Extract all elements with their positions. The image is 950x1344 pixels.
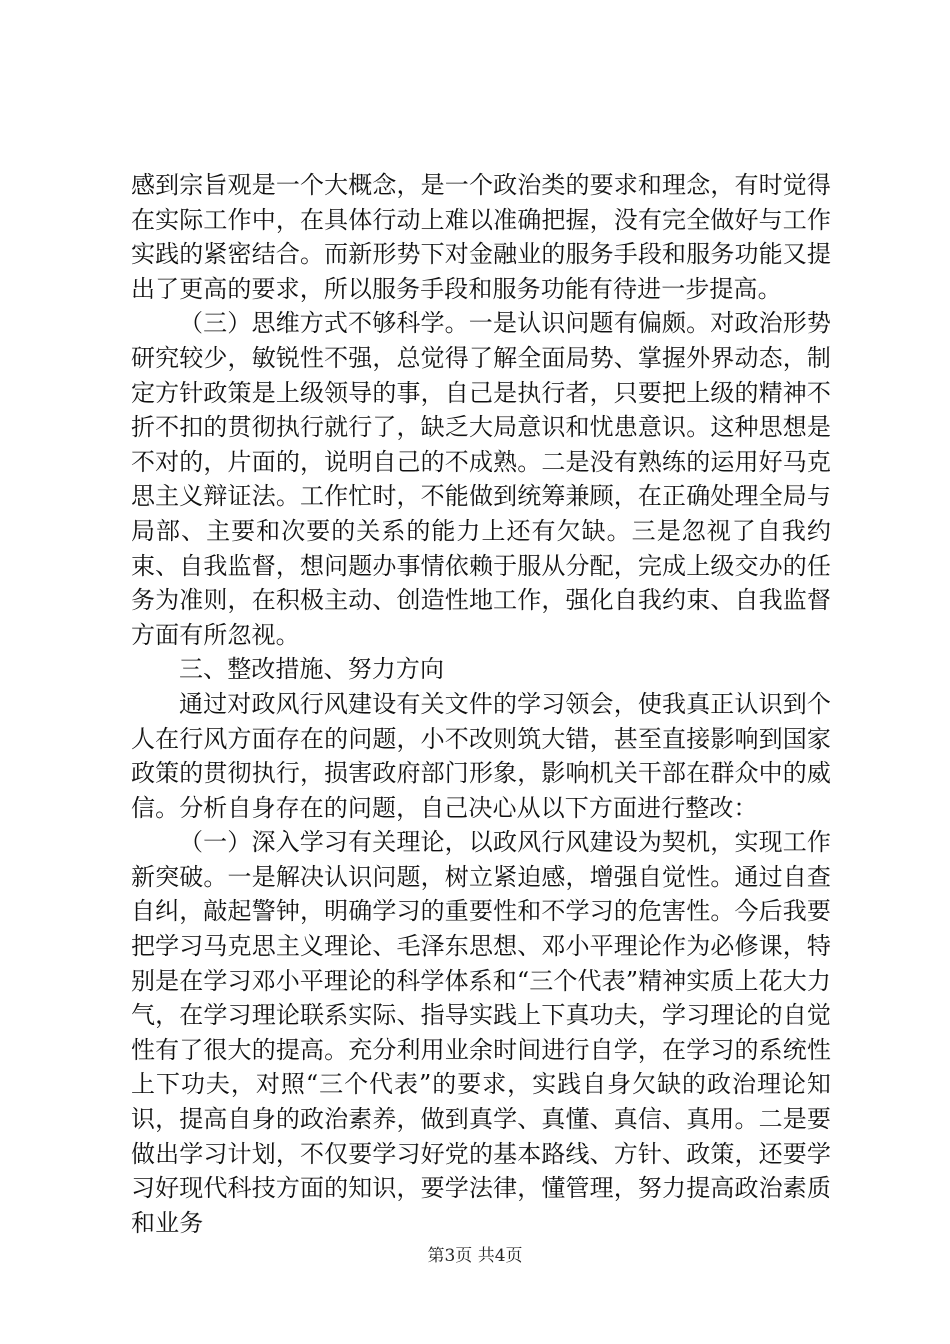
paragraph-thinking-method: （三）思维方式不够科学。一是认识问题有偏颇。对政治形势研究较少，敏锐性不强，总觉得了解全面局势、掌握外界动态，制定方针政策是上级领导的事，自己是执行者，只要把上级的精神不折不扣的贯彻执行就行了，缺乏大局意识和忧患意识。这种思想是不对的，片面的，说明自己的不成熟。二是没有熟练的运用好马克思主义辩证法。工作忙时，不能做到统筹兼顾，在正确处理全局与局部、主要和次要的关系的能力上还有欠缺。三是忽视了自我约束、自我监督，想问题办事情依赖于服从分配，完成上级交办的任务为准则，在积极主动、创造性地工作，强化自我约束、自我监督方面有所忽视。 — [131, 309, 831, 649]
page-footer: 第3页 共4页 — [427, 1246, 523, 1266]
document-body — [131, 168, 831, 1240]
section-heading-rectification: 三、整改措施、努力方向 — [179, 655, 445, 684]
paragraph-study-theory: （一）深入学习有关理论，以政风行风建设为契机，实现工作新突破。一是解决认识问题，树立紧迫感，增强自觉性。通过自查自纠，敲起警钟，明确学习的重要性和不学习的危害性。今后我要把学习马克思主义理论、毛泽东思想、邓小平理论作为必修课，特别是在学习邓小平理论的科学体系和“三个代表”精神实质上花大力气，在学习理论联系实际、指导实践上下真功夫，学习理论的自觉性有了很大的提高。充分利用业余时间进行自学，在学习的系统性上下功夫，对照“三个代表”的要求，实践自身欠缺的政治理论知识，提高自身的政治素养，做到真学、真懂、真信、真用。二是要做出学习计划，不仅要学习好党的基本路线、方针、政策，还要学习好现代科技方面的知识，要学法律，懂管理，努力提高政治素质和业务 — [131, 828, 831, 1237]
paragraph-continuation: 感到宗旨观是一个大概念，是一个政治类的要求和理念，有时觉得在实际工作中，在具体行动上难以准确把握，没有完全做好与工作实践的紧密结合。而新形势下对金融业的服务手段和服务功能又提出了更高的要求，所以服务手段和服务功能有待进一步提高。 — [131, 171, 831, 303]
paragraph-rectification-intro: 通过对政风行风建设有关文件的学习领会，使我真正认识到个人在行风方面存在的问题，小不改则筑大错，甚至直接影响到国家政策的贯彻执行，损害政府部门形象，影响机关干部在群众中的威信。分析自身存在的问题，自己决心从以下方面进行整改： — [131, 689, 831, 822]
